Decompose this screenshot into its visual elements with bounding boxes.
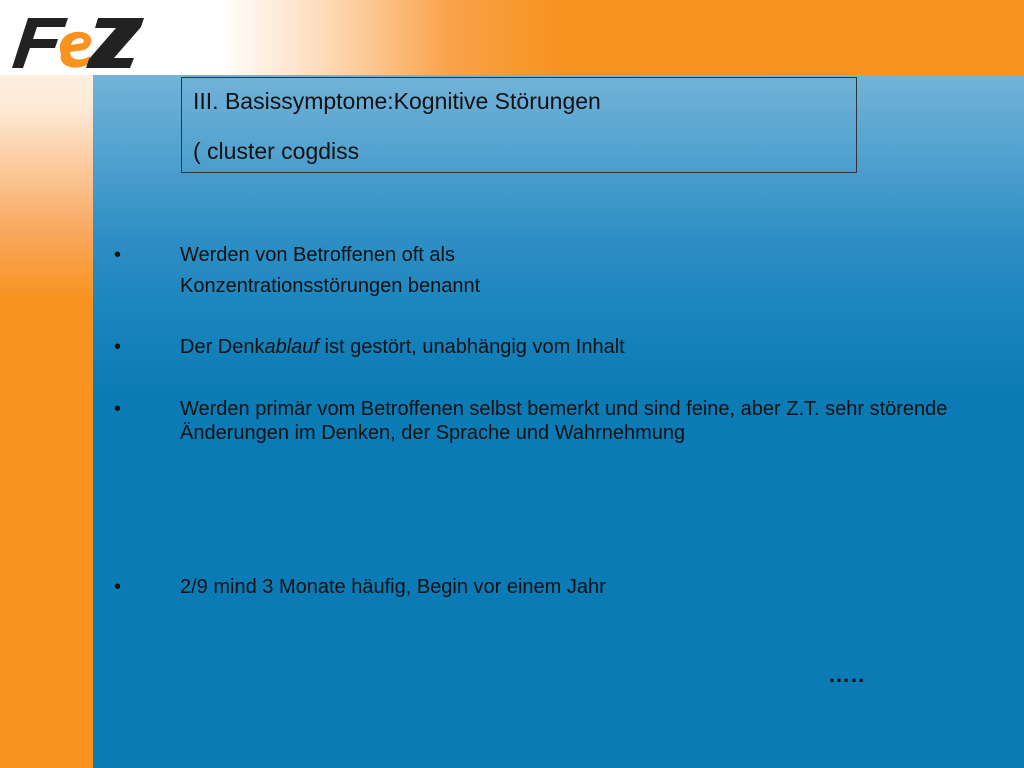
fez-logo bbox=[6, 10, 146, 72]
slide-title-line1: III. Basissymptome:Kognitive Störungen bbox=[193, 88, 601, 114]
bullet-1-line1: Werden von Betroffenen oft als bbox=[180, 244, 455, 266]
bullet-marker: • bbox=[114, 398, 122, 420]
bullet-marker: • bbox=[114, 576, 122, 598]
slide-title-box bbox=[181, 77, 857, 173]
header-band bbox=[0, 0, 1024, 75]
bullet-2-prefix: Der Denk bbox=[180, 336, 265, 358]
bullet-marker: • bbox=[114, 336, 122, 358]
bullet-2-italic: ablauf bbox=[264, 336, 319, 358]
bullet-3-text: Werden primär vom Betroffenen selbst bemerkt und sind feine, aber Z.T. sehr störende Änderungen im Denken, der Sprache und Wahrnehmung bbox=[180, 398, 948, 444]
bullet-marker: • bbox=[114, 244, 122, 266]
bullet-2-text bbox=[180, 335, 625, 359]
slide-title-line2: ( cluster cogdiss bbox=[193, 138, 360, 164]
continuation-ellipsis: ….. bbox=[828, 662, 866, 687]
bullet-1-line2: Konzentrationsstörungen benannt bbox=[180, 275, 481, 297]
bullet-4-text: 2/9 mind 3 Monate häufig, Begin vor einem Jahr bbox=[180, 576, 606, 598]
bullet-2-suffix: ist gestört, unabhängig vom Inhalt bbox=[318, 336, 625, 358]
